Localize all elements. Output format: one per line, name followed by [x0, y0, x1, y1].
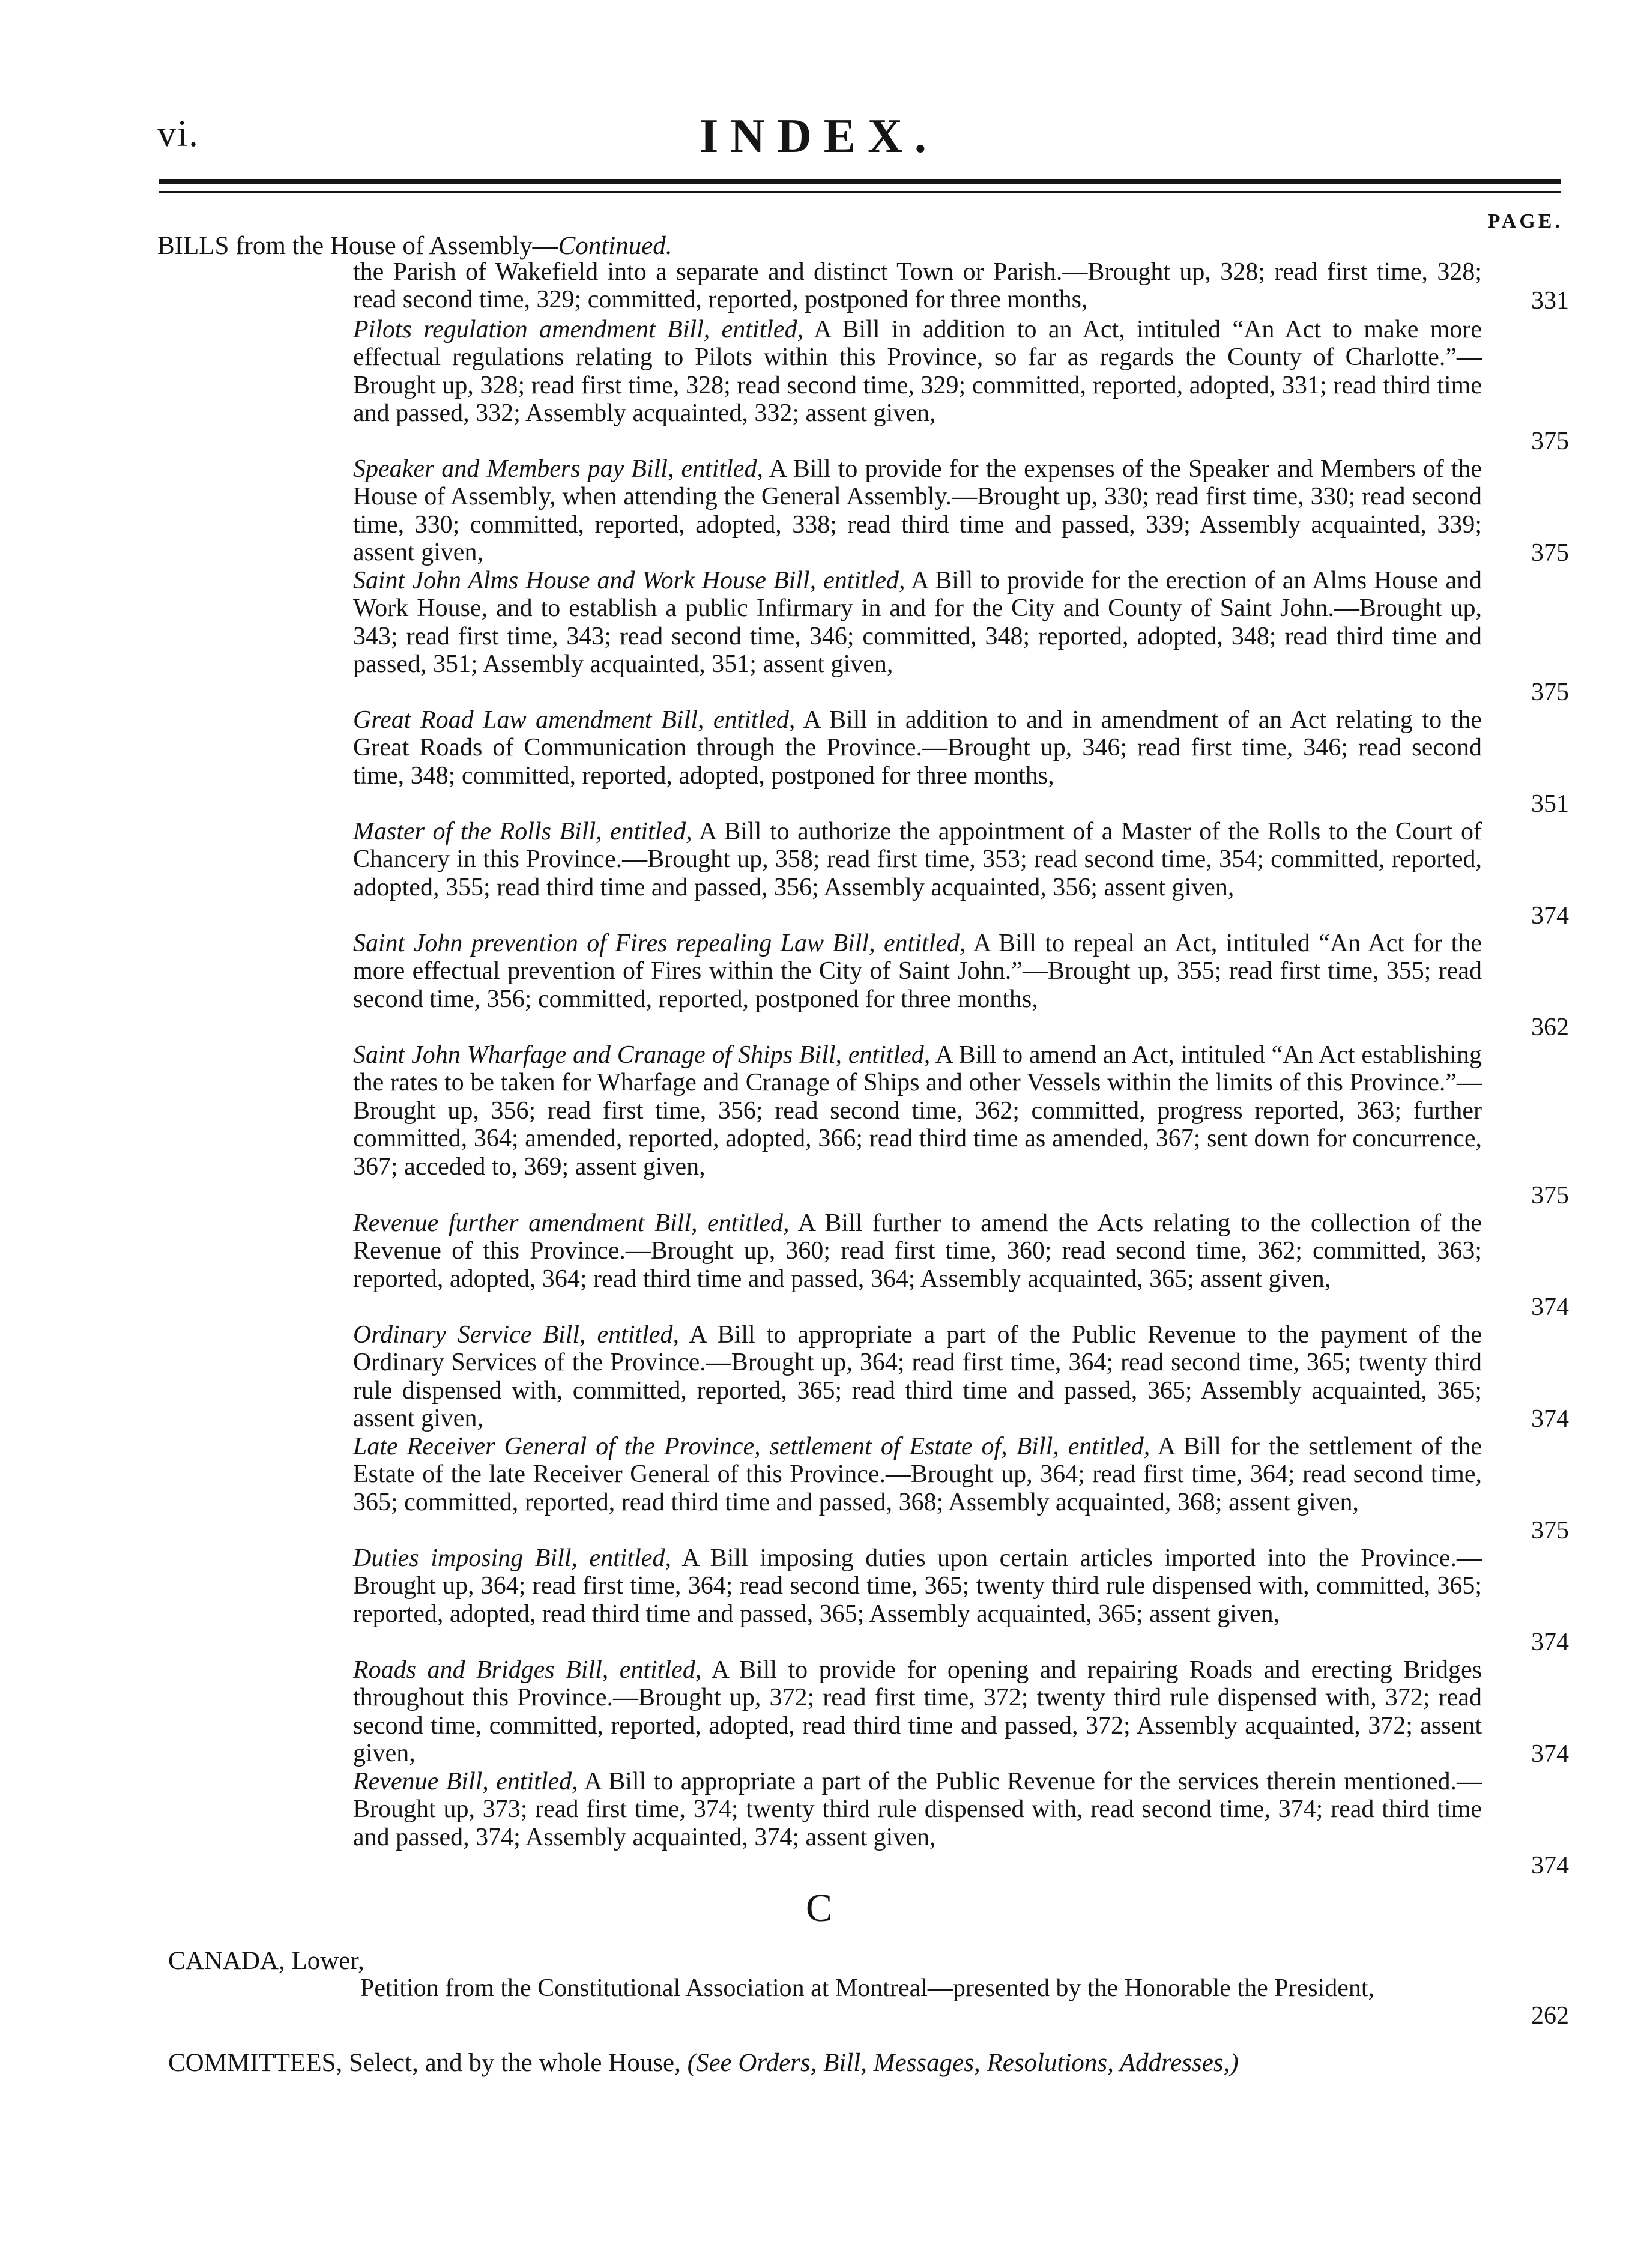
header-rule-thick	[159, 179, 1561, 184]
committees-heading-text: COMMITTEES, Select, and by the whole House,	[168, 2049, 681, 2077]
entry-page: 374	[1531, 1740, 1569, 1768]
entry-text: A Bill to appropriate a part of the Public Revenue to the payment of the Ordinary Services of the Province.—Brought up, 364; read first time, 364; read second time, 365; twenty third rule dispensed with, committed, reported, 365; read third time and passed, 365; Assembly acquainted, 365; assent given,	[353, 1321, 1482, 1433]
index-entry	[353, 818, 1482, 901]
entry-text: A Bill to provide for the expenses of the Speaker and Members of the House of Assembly, when attending the General Assembly.—Brought up, 330; read first time, 330; read second time, 330; committed, reported, adopted, 338; read third time and passed, 339; Assembly acquainted, 339; assent given,	[353, 455, 1482, 567]
index-entry	[353, 1544, 1482, 1628]
page-column-label: PAGE.	[1487, 210, 1563, 232]
index-entry	[353, 1321, 1482, 1433]
entry-name: Saint John Wharfage and Cranage of Ships Bill, entitled,	[353, 1041, 931, 1069]
index-entry	[353, 1768, 1482, 1851]
index-entry	[353, 258, 1482, 314]
entry-text: A Bill to authorize the appointment of a Master of the Rolls to the Court of Chancery in this Province.—Brought up, 358; read first time, 353; read second time, 354; committed, reported, adopted, 355; read third time and passed, 356; Assembly acquainted, 356; assent given,	[353, 818, 1482, 901]
entry-page: 375	[1531, 679, 1569, 706]
entry-name: Master of the Rolls Bill, entitled,	[353, 818, 692, 845]
page-number: vi.	[157, 113, 199, 154]
entry-page: 331	[1531, 287, 1569, 315]
entry-name: Pilots regulation amendment Bill, entitled,	[353, 316, 804, 343]
canada-heading: CANADA, Lower,	[168, 1947, 364, 1975]
entry-text: A Bill further to amend the Acts relating to the collection of the Revenue of this Province.—Brought up, 360; read first time, 360; read second time, 362; committed, 363; reported, adopted, 364; read third time and passed, 364; Assembly acquainted, 365; assent given,	[353, 1209, 1482, 1293]
bills-heading-continued: Continued.	[558, 232, 672, 260]
entry-page: 375	[1531, 539, 1569, 567]
entry-text: A Bill in addition to an Act, intituled “An Act to make more effectual regulations relating to Pilots within this Province, so far as regards the County of Charlotte.”—Brought up, 328; read first time, 328; read second time, 329; committed, reported, adopted, 331; read third time and passed, 332; Assembly acquainted, 332; assent given,	[353, 316, 1482, 428]
entry-text: A Bill to provide for opening and repairing Roads and erecting Bridges throughout this Province.—Brought up, 372; read first time, 372; twenty third rule dispensed with, 372; read second time, committed, reported, adopted, read third time and passed, 372; Assembly acquainted, 372; assent given,	[353, 1656, 1482, 1768]
entry-page: 374	[1531, 1852, 1569, 1879]
committees-heading	[168, 2049, 1489, 2078]
entry-name: Saint John prevention of Fires repealing Law Bill, entitled,	[353, 930, 966, 957]
header-rule-thin	[159, 191, 1561, 193]
entry-name: Roads and Bridges Bill, entitled,	[353, 1656, 702, 1684]
page-title: INDEX.	[700, 110, 938, 163]
bills-heading-text: BILLS from the House of Assembly—	[157, 232, 558, 260]
index-entry	[353, 706, 1482, 790]
index-entry	[353, 930, 1482, 1013]
entry-text: Petition from the Constitutional Association at Montreal—presented by the Honorable the President,	[360, 1974, 1375, 2002]
index-entry	[360, 1974, 1483, 2002]
entry-text: A Bill to provide for the erection of an Alms House and Work House, and to establish a public Infirmary in and for the City and County of Saint John.—Brought up, 343; read first time, 343; read second time, 346; committed, 348; reported, adopted, 348; read third time and passed, 351; Assembly acquainted, 351; assent given,	[353, 567, 1482, 679]
index-entry	[353, 1656, 1482, 1768]
entry-page: 375	[1531, 1182, 1569, 1209]
committees-see-reference: (See Orders, Bill, Messages, Resolutions, Addresses,)	[687, 2049, 1239, 2077]
entry-text: the Parish of Wakefield into a separate and distinct Town or Parish.—Brought up, 328; read first time, 328; read second time, 329; committed, reported, postponed for three months,	[353, 258, 1482, 314]
entry-page: 375	[1531, 1517, 1569, 1544]
entry-page: 351	[1531, 790, 1569, 818]
entry-name: Revenue further amendment Bill, entitled,	[353, 1209, 790, 1237]
entry-name: Ordinary Service Bill, entitled,	[353, 1321, 679, 1349]
entry-name: Duties imposing Bill, entitled,	[353, 1544, 671, 1572]
entry-text: A Bill imposing duties upon certain articles imported into the Province.—Brought up, 364; read first time, 364; read second time, 365; twenty third rule dispensed with, committed, 365; reported, adopted, read third time and passed, 365; Assembly acquainted, 365; assent given,	[353, 1544, 1482, 1628]
entry-name: Saint John Alms House and Work House Bill, entitled,	[353, 567, 905, 594]
entry-text: A Bill in addition to and in amendment of an Act relating to the Great Roads of Communication through the Province.—Brought up, 346; read first time, 346; read second time, 348; committed, reported, adopted, postponed for three months,	[353, 706, 1482, 790]
entry-text: A Bill to repeal an Act, intituled “An Act for the more effectual prevention of Fires within the City of Saint John.”—Brought up, 355; read first time, 355; read second time, 356; committed, reported, postponed for three months,	[353, 930, 1482, 1013]
entry-page: 374	[1531, 1405, 1569, 1433]
entry-name: Speaker and Members pay Bill, entitled,	[353, 455, 763, 483]
bills-heading	[157, 232, 672, 261]
entry-text: A Bill to appropriate a part of the Public Revenue for the services therein mentioned.—Brought up, 373; read first time, 374; twenty third rule dispensed with, read second time, 374; read third time and passed, 374; Assembly acquainted, 374; assent given,	[353, 1768, 1482, 1851]
entry-text: A Bill for the settlement of the Estate of the late Receiver General of this Province.—Brought up, 364; read first time, 364; read second time, 365; committed, reported, read third time and passed, 368; Assembly acquainted, 368; assent given,	[353, 1433, 1482, 1516]
entry-name: Great Road Law amendment Bill, entitled,	[353, 706, 796, 734]
entry-text: A Bill to amend an Act, intituled “An Act establishing the rates to be taken for Wharfage and Cranage of Ships and other Vessels within the limits of this Province.”—Brought up, 356; read first time, 356; read second time, 362; committed, progress reported, 363; further committed, 364; amended, reported, adopted, 366; read third time as amended, 367; sent down for concurrence, 367; acceded to, 369; assent given,	[353, 1041, 1482, 1181]
entry-name: Revenue Bill, entitled,	[353, 1768, 578, 1795]
index-entry	[353, 1433, 1482, 1516]
entry-page: 362	[1531, 1014, 1569, 1041]
index-entry	[353, 1041, 1482, 1181]
index-entry	[353, 567, 1482, 679]
entry-page: 374	[1531, 1628, 1569, 1656]
entry-page: 374	[1531, 902, 1569, 930]
section-letter: C	[805, 1886, 833, 1930]
index-entry	[353, 316, 1482, 428]
entry-page: 374	[1531, 1293, 1569, 1321]
entry-name: Late Receiver General of the Province, settlement of Estate of, Bill, entitled,	[353, 1433, 1150, 1460]
entry-page: 262	[1531, 2002, 1569, 2030]
index-entry	[353, 1209, 1482, 1293]
entry-page: 375	[1531, 428, 1569, 455]
index-entry	[353, 455, 1482, 567]
